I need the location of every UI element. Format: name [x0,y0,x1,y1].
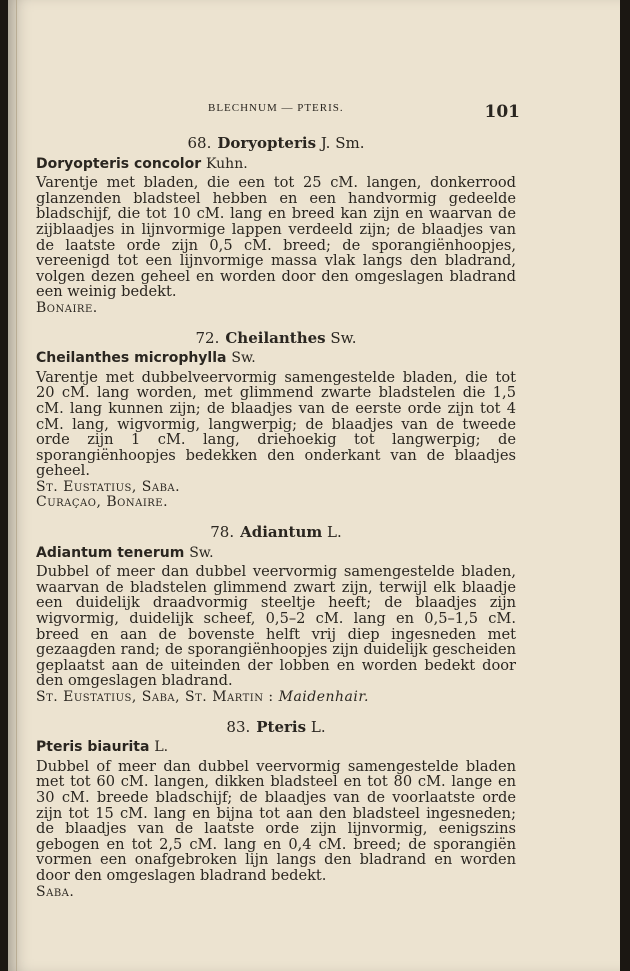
locality-islands: St. Eustatius, Saba, St. Martin : [36,689,274,705]
page-edge-line [16,0,17,971]
section-adiantum [36,525,516,706]
species-name: Adiantum tenerum [36,544,185,561]
locality: Saba. [36,883,75,900]
species-heading [36,740,516,756]
genus-heading [36,525,516,541]
genus-author: J. Sm. [320,134,365,152]
species-author: Sw. [231,350,256,367]
page-number: 101 [484,102,520,122]
common-name: Maidenhair. [278,689,369,705]
book-page [8,0,620,971]
locality: Curaçao, Bonaire. [36,494,169,511]
genus-number: 72. [195,328,220,347]
genus-author: L. [310,717,326,736]
locality [36,690,516,706]
running-title: BLECHNUM — PTERIS. [208,102,344,114]
locality: Bonaire. [36,299,98,316]
species-heading [36,351,516,367]
genus-heading [36,136,516,152]
genus-name: Cheilanthes [225,328,326,347]
genus-name: Adiantum [240,523,323,542]
section-doryopteris [36,136,516,317]
page-body [36,130,516,900]
genus-author: L. [327,523,342,542]
genus-number: 68. [187,134,212,152]
species-author: Sw. [189,544,214,561]
species-description: Dubbel of meer dan dubbel veervormig samengestelde bladen, waarvan de bladstelen glimmend zwart zijn, terwijl elk blaadje een duidelijk draadvormig steeltje heeft; de blaadjes zijn wigvormig, duidelijk scheef, 0,5–2 cM. lang en 0,5–1,5 cM. breed en aan de bovenste helft vrij diep ingesneden met gezaagden rand; de sporangiënhoopjes zijn duidelijk gescheiden geplaatst aan de uiteinden der lobben en worden bedekt door den omgeslagen bladrand. [36,563,516,690]
genus-name: Pteris [256,717,307,736]
genus-author: Sw. [330,328,357,347]
species-heading [36,546,516,562]
species-name: Doryopteris concolor [36,155,202,172]
species-author: L. [154,739,169,756]
species-heading [36,157,516,173]
genus-name: Doryopteris [217,134,317,152]
genus-heading [36,717,516,736]
species-name: Cheilanthes microphylla [36,350,227,367]
species-name: Pteris biaurita [36,739,150,756]
section-pteris [36,717,516,901]
genus-heading [36,328,516,347]
section-cheilanthes [36,328,516,512]
species-description: Dubbel of meer dan dubbel veervormig samengestelde bladen met tot 60 cM. langen, dikken bladsteel en tot 80 cM. lange en 30 cM. breede bladschijf; de blaadjes van de voorlaatste orde zijn tot 15 cM. lang en bijna tot aan den bladsteel ingesneden; de blaadjes van de laatste orde zijn lijnvormig, eenigszins gebogen en tot 2,5 cM. lang en 0,4 cM. breed; de sporangiën vormen een onafgebroken lijn langs den bladrand en worden door den omgeslagen bladrand bedekt. [36,757,516,884]
species-author: Kuhn. [206,155,248,172]
genus-number: 83. [226,717,251,736]
genus-number: 78. [210,523,235,542]
species-description: Varentje met dubbelveervormig samengestelde bladen, die tot 20 cM. lang worden, met glimmend zwarte bladstelen die 1,5 cM. lang kunnen zijn; de blaadjes van de eerste orde zijn tot 4 cM. lang, wigvormig, langwerpig; de blaadjes van de tweede orde zijn 1 cM. lang, driehoekig tot langwerpig; de sporangiënhoopjes bedekken den onderkant van de blaadjes geheel. [36,368,516,480]
page-header [8,92,620,122]
locality: St. Eustatius, Saba. [36,478,181,495]
species-description: Varentje met bladen, die een tot 25 cM. langen, donkerrood glanzenden bladsteel hebben en een handvormig gedeelde bladschijf, die tot 10 cM. lang en breed kan zijn en waarvan de zijblaadjes in lijnvormige lappen verdeeld zijn; de blaadjes van de laatste orde zijn 0,5 cM. breed; de sporangiënhoopjes, vereenigd tot een lijnvormige massa vlak langs den bladrand, volgen dezen geheel en worden door den omgeslagen bladrand een weinig bedekt. [36,174,516,301]
